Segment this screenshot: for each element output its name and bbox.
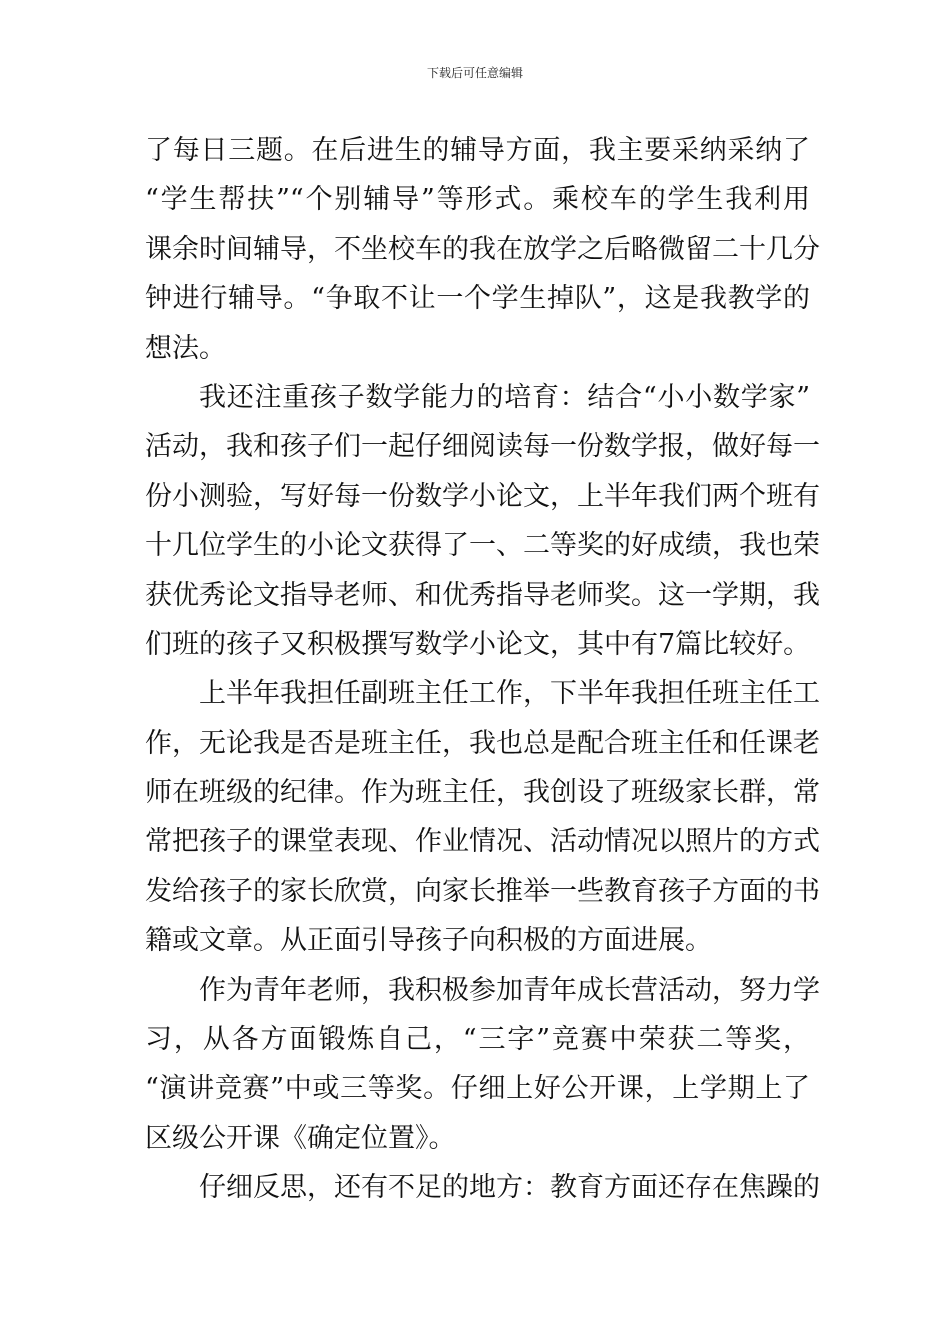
- page-header: 下载后可任意编辑: [426, 66, 523, 80]
- text-line: “演讲竞赛”中或三等奖。仔细上好公开课，上学期上了: [145, 1073, 810, 1105]
- text-line: 钟进行辅导。“争取不让一个学生掉队”，这是我教学的: [145, 283, 810, 315]
- text-line: 课余时间辅导，不坐校车的我在放学之后略微留二十几分: [145, 233, 820, 265]
- text-line: 活动，我和孩子们一起仔细阅读每一份数学报，做好每一: [145, 431, 820, 463]
- text-line: 习，从各方面锻炼自己，“三字”竞赛中荣获二等奖，: [145, 1024, 810, 1056]
- text-line: 区级公开课《确定位置》。: [145, 1122, 456, 1154]
- text-line: 十几位学生的小论文获得了一、二等奖的好成绩，我也荣: [145, 530, 820, 562]
- text-line: 常把孩子的课堂表现、作业情况、活动情况以照片的方式: [145, 826, 820, 858]
- text-line: 仔细反思，还有不足的地方：教育方面还存在焦躁的: [199, 1172, 820, 1204]
- text-line: 们班的孩子又积极撰写数学小论文，其中有7篇比较好。: [145, 628, 811, 660]
- document-body: [145, 126, 820, 1213]
- text-line: 发给孩子的家长欣赏，向家长推举一些教育孩子方面的书: [145, 875, 820, 907]
- text-line: 想法。: [145, 332, 226, 364]
- text-line: 了每日三题。在后进生的辅导方面，我主要采纳采纳了: [145, 135, 810, 166]
- text-line: 我还注重孩子数学能力的培育：结合“小小数学家”: [199, 381, 810, 413]
- text-line: 作，无论我是否是班主任，我也总是配合班主任和任课老: [145, 727, 820, 759]
- text-line: “学生帮扶”“个别辅导”等形式。乘校车的学生我利用: [145, 184, 810, 216]
- text-line: 籍或文章。从正面引导孩子向积极的方面进展。: [145, 925, 712, 957]
- text-line: 份小测验，写好每一份数学小论文，上半年我们两个班有: [145, 480, 820, 512]
- text-line: 师在班级的纪律。作为班主任，我创设了班级家长群，常: [145, 777, 820, 809]
- text-line: 上半年我担任副班主任工作，下半年我担任班主任工: [199, 678, 820, 710]
- text-line: 作为青年老师，我积极参加青年成长营活动，努力学: [199, 974, 820, 1006]
- text-line: 获优秀论文指导老师、和优秀指导老师奖。这一学期，我: [145, 579, 820, 611]
